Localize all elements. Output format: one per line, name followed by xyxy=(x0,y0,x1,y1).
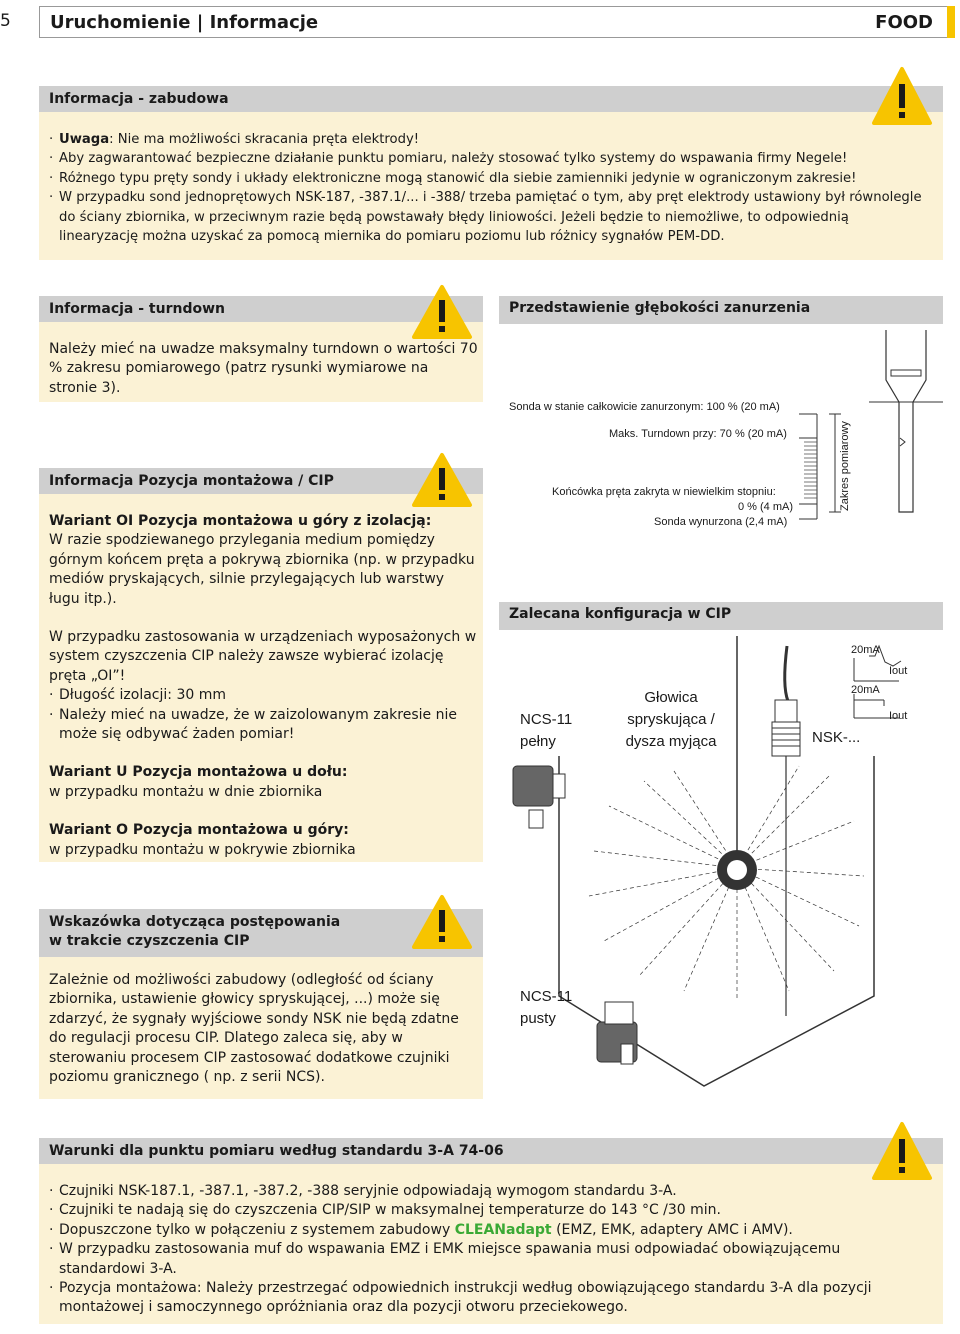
range-label: Zakres pomiarowy xyxy=(839,421,851,511)
o-text: w przypadku montażu w pokrywie zbiornika xyxy=(49,841,356,858)
u-text: w przypadku montażu w dnie zbiornika xyxy=(49,783,323,800)
section-title: Przedstawienie głębokości zanurzenia xyxy=(509,300,811,316)
list-item: · Czujniki te nadają się do czyszczenia CIP/SIP w maksymalnej temperaturze do 143 °C /30 min. xyxy=(49,1201,929,1220)
pozycja-content xyxy=(49,512,479,860)
warning-icon xyxy=(871,1121,933,1181)
brand-stripe xyxy=(947,6,955,38)
section-title: Zalecana konfiguracja w CIP xyxy=(509,606,732,622)
list-item: · W przypadku sond jednoprętowych NSK-187, -387.1/... i -388/ trzeba pamiętać o tym, aby pręt elektrody ustawiony był równolegle do ściany zbiornika, w przeciwnym razie będą powstawały błędy liniowości. Jeżeli będzie to niemożliwe, to odpowiednią linearyzację można uzyskać za pomocą miernika do pomiaru poziomu lub różnicy sygnałów PEM-DD. xyxy=(49,188,929,246)
cip-section-header xyxy=(499,602,943,630)
section-title: Informacja - turndown xyxy=(39,296,483,322)
signal-iout-1: Iout xyxy=(889,665,908,677)
list-item: · Pozycja montażowa: Należy przestrzegać odpowiednich instrukcji według obowiązującego standardu 3-A dla pozycji montażowej i samoczynnego opróżniania oraz dla pozycji otworu przeciekowego. xyxy=(49,1279,929,1318)
depth-section-header xyxy=(499,296,943,324)
warning-icon xyxy=(411,452,473,508)
spray-head-label: Głowica spryskująca / dysza myjąca xyxy=(625,689,717,750)
label-max: Maks. Turndown przy: 70 % (20 mA) xyxy=(609,428,787,440)
warunki-list xyxy=(49,1182,929,1318)
signal-20ma-2: 20mA xyxy=(851,684,880,696)
label-out: Sonda wynurzona (2,4 mA) xyxy=(654,516,788,528)
nsk-label: NSK-... xyxy=(812,729,861,746)
list-item: · Należy mieć na uwadze, że w zaizolowanym zakresie nie może się odbywać żaden pomiar! xyxy=(49,706,479,745)
warning-icon xyxy=(411,284,473,340)
list-item: · Różnego typu pręty sondy i układy elektroniczne mogą stanowić dla siebie zamienniki jedynie w ograniczonym zakresie! xyxy=(49,169,929,188)
wskazowka-text: Zależnie od możliwości zabudowy (odległość od ściany zbiornika, ustawienie głowicy spryskującej, ...) może się zdarzyć, że sygnały wyjściowe sondy NSK nie będą zdatne do regulacji procesu CIP. Dlatego zaleca się, aby w sterowaniu procesem CIP zastosować dodatkowe czujniki poziomu granicznego ( np. z serii NCS). xyxy=(49,972,459,1086)
o-title: Wariant O Pozycja montażowa u góry: xyxy=(49,822,349,839)
warning-icon xyxy=(871,66,933,126)
list-item: · Dopuszczone tylko w połączeniu z systemem zabudowy CLEANadapt (EMZ, EMK, adaptery AMC i AMV). xyxy=(49,1221,929,1240)
ncs-empty-label: NCS-11 pusty xyxy=(520,988,573,1027)
signal-20ma-1: 20mA xyxy=(851,644,880,656)
list-item: · Aby zagwarantować bezpieczne działanie punktu pomiaru, należy stosować tylko systemy do wspawania firmy Negele! xyxy=(49,149,929,168)
warning-icon xyxy=(411,894,473,950)
section-title: Informacja Pozycja montażowa / CIP xyxy=(39,468,483,494)
zabudowa-list xyxy=(49,130,929,246)
oi-title: Wariant OI Pozycja montażowa u góry z izolacją: xyxy=(49,513,432,529)
signal-iout-2: Iout xyxy=(889,710,908,722)
cip-config-diagram xyxy=(499,636,943,1106)
label-tip1: Końcówka pręta zakryta w niewielkim stopniu: xyxy=(552,486,776,498)
list-item: · Czujniki NSK-187.1, -387.1, -387.2, -388 seryjnie odpowiadają wymogom standardu 3-A. xyxy=(49,1182,929,1201)
top-bar xyxy=(39,6,947,38)
label-tip2: 0 % (4 mA) xyxy=(738,501,794,513)
cip-text: W przypadku zastosowania w urządzeniach wyposażonych w system czyszczenia CIP należy zawsze wybierać izolację pręta „OI”! xyxy=(49,629,477,684)
info-pozycja-box xyxy=(39,468,483,862)
label-full: Sonda w stanie całkowicie zanurzonym: 100 % (20 mA) xyxy=(509,401,780,413)
page-title: Uruchomienie | Informacje xyxy=(50,12,319,33)
list-item: · Uwaga: Nie ma możliwości skracania pręta elektrody! xyxy=(49,130,929,149)
oi-text: W razie spodziewanego przylegania medium pomiędzy górnym końcem pręta a pokrywą zbiornika (np. w przypadku mediów pryskających, silnie przylegających lub warstwy ługu itp.). xyxy=(49,532,475,607)
brand-label: FOOD xyxy=(875,12,933,33)
turndown-text: Należy mieć na uwadze maksymalny turndown o wartości 70 % zakresu pomiarowego (patrz rysunki wymiarowe na stronie 3). xyxy=(49,341,478,396)
probe-depth-diagram xyxy=(499,330,943,550)
list-item: · Długość izolacji: 30 mm xyxy=(49,686,479,705)
info-warunki-box xyxy=(39,1138,943,1324)
u-title: Wariant U Pozycja montażowa u dołu: xyxy=(49,764,348,781)
section-title: Informacja - zabudowa xyxy=(39,86,943,112)
list-item: · W przypadku zastosowania muf do wspawania EMZ i EMK miejsce spawania musi odpowiadać obowiązującemu standardowi 3-A. xyxy=(49,1240,929,1279)
section-title: Wskazówka dotycząca postępowania w trakcie czyszczenia CIP xyxy=(39,909,483,957)
section-title: Warunki dla punktu pomiaru według standardu 3-A 74-06 xyxy=(39,1138,943,1164)
page-number: 5 xyxy=(0,11,11,31)
ncs-full-label: NCS-11 pełny xyxy=(520,711,573,750)
info-zabudowa-box xyxy=(39,86,943,260)
